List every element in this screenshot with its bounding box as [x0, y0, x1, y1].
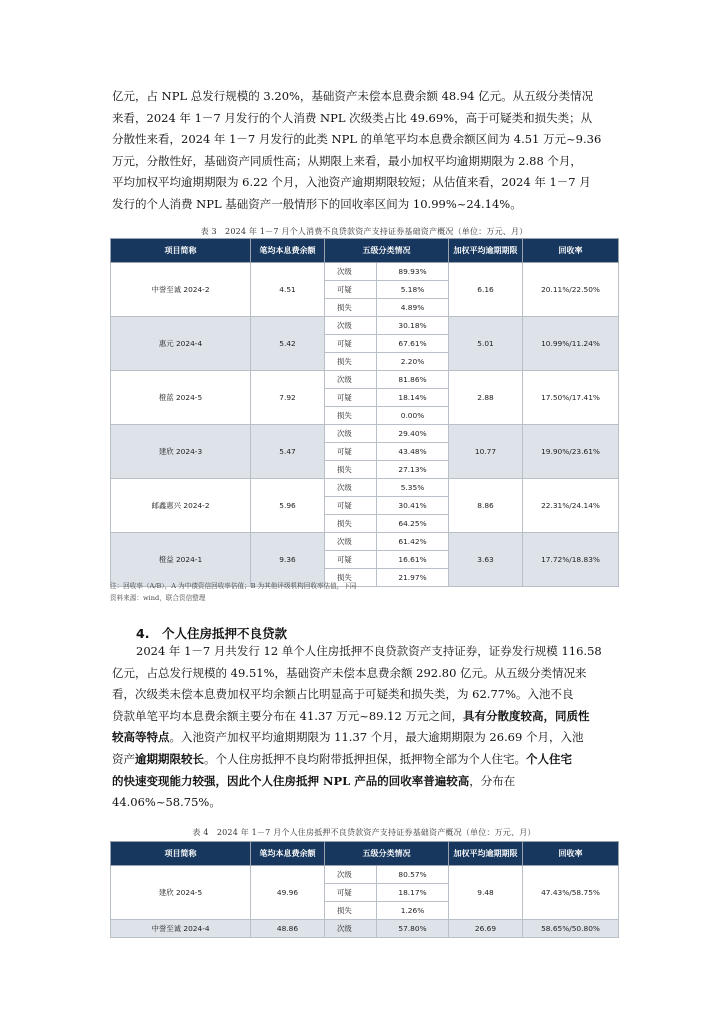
grade-pct: 0.00% — [377, 407, 449, 425]
body-line: 44.06%~58.75%。 — [112, 795, 221, 810]
grade-pct: 30.41% — [377, 497, 449, 515]
body-line: 亿元，占总发行规模的 49.51%，基础资产未偿本息费余额 292.80 亿元。从五级分类情况来 — [112, 665, 587, 680]
recovery-rate: 20.11%/22.50% — [523, 263, 619, 317]
project-name: 橙蓝 2024-5 — [111, 371, 251, 425]
intro-line: 万元，分散性好，基础资产同质性高；从期限上来看，最小加权平均逾期期限为 2.88 个月， — [112, 153, 582, 168]
intro-line: 发行的个人消费 NPL 基础资产一般情形下的回收率区间为 10.99%~24.14%。 — [112, 196, 522, 211]
table-row — [111, 371, 619, 389]
body-paragraph — [112, 641, 616, 814]
project-name: 中誉至诚 2024-2 — [111, 263, 251, 317]
overdue-term: 3.63 — [449, 533, 523, 587]
avg-balance: 7.92 — [251, 371, 325, 425]
recovery-rate: 47.43%/58.75% — [523, 866, 619, 920]
grade-class: 次级 — [325, 263, 377, 281]
intro-line: 亿元，占 NPL 总发行规模的 3.20%，基础资产未偿本息费余额 48.94 亿元。从五级分类情况 — [112, 89, 594, 103]
col-header-name: 项目简称 — [111, 239, 251, 263]
grade-class: 可疑 — [325, 551, 377, 569]
overdue-term: 8.86 — [449, 479, 523, 533]
body-emphasis: 的快速变现能力较强，因此个人住房抵押 NPL 产品的回收率普遍较高 — [112, 773, 470, 788]
grade-class: 可疑 — [325, 335, 377, 353]
col-header-grade: 五级分类情况 — [325, 842, 449, 866]
project-name: 建欣 2024-3 — [111, 425, 251, 479]
body-emphasis: 较高等特点 — [112, 730, 170, 745]
overdue-term: 5.01 — [449, 317, 523, 371]
body-line — [112, 727, 616, 749]
project-name: 邮鑫惠兴 2024-2 — [111, 479, 251, 533]
table-row — [111, 425, 619, 443]
grade-pct: 61.42% — [377, 533, 449, 551]
grade-pct: 4.89% — [377, 299, 449, 317]
grade-pct: 27.13% — [377, 461, 449, 479]
col-header-term: 加权平均逾期期限 — [449, 239, 523, 263]
grade-pct: 64.25% — [377, 515, 449, 533]
project-name: 惠元 2024-4 — [111, 317, 251, 371]
avg-balance: 5.42 — [251, 317, 325, 371]
grade-pct: 81.86% — [377, 371, 449, 389]
grade-pct: 67.61% — [377, 335, 449, 353]
grade-class: 损失 — [325, 407, 377, 425]
recovery-rate: 17.50%/17.41% — [523, 371, 619, 425]
grade-class: 可疑 — [325, 389, 377, 407]
grade-class: 损失 — [325, 902, 377, 920]
grade-class: 次级 — [325, 920, 377, 938]
col-header-rate: 回收率 — [523, 842, 619, 866]
body-text: 资产 — [112, 751, 135, 766]
table3-caption: 表 3 2024 年 1－7 月个人消费不良贷款资产支持证券基础资产概况（单位：万元、月） — [200, 227, 528, 236]
grade-pct: 57.80% — [377, 920, 449, 938]
table4 — [110, 841, 619, 938]
table3 — [110, 238, 619, 587]
table3-source: 资料来源：wind，联合资信整理 — [110, 594, 206, 602]
grade-class: 损失 — [325, 515, 377, 533]
grade-class: 次级 — [325, 371, 377, 389]
grade-pct: 5.18% — [377, 281, 449, 299]
recovery-rate: 22.31%/24.14% — [523, 479, 619, 533]
overdue-term: 26.69 — [449, 920, 523, 938]
grade-pct: 43.48% — [377, 443, 449, 461]
recovery-rate: 17.72%/18.83% — [523, 533, 619, 587]
grade-pct: 21.97% — [377, 569, 449, 587]
grade-class: 损失 — [325, 299, 377, 317]
section-heading: 4. 个人住房抵押不良贷款 — [136, 626, 287, 641]
grade-class: 次级 — [325, 479, 377, 497]
avg-balance: 5.96 — [251, 479, 325, 533]
col-header-term: 加权平均逾期期限 — [449, 842, 523, 866]
avg-balance: 9.36 — [251, 533, 325, 587]
grade-pct: 16.61% — [377, 551, 449, 569]
project-name: 橙益 2024-1 — [111, 533, 251, 587]
table3-note: 注：回收率（A/B），A 为中债资信回收率估值；B 为其他评级机构回收率估值，下同 — [110, 582, 357, 590]
grade-pct: 80.57% — [377, 866, 449, 884]
grade-pct: 1.26% — [377, 902, 449, 920]
body-emphasis: 逾期期限较长 — [135, 751, 204, 766]
grade-class: 损失 — [325, 461, 377, 479]
col-header-avg: 笔均本息费余额 — [251, 842, 325, 866]
body-emphasis: 个人住宅 — [526, 751, 572, 766]
body-line — [112, 706, 616, 728]
grade-pct: 2.20% — [377, 353, 449, 371]
grade-class: 损失 — [325, 569, 377, 587]
table-row — [111, 479, 619, 497]
grade-class: 可疑 — [325, 281, 377, 299]
table4-caption: 表 4 2024 年 1－7 月个人住房抵押不良贷款资产支持证券基础资产概况（单位：万元、月） — [192, 828, 536, 837]
col-header-grade: 五级分类情况 — [325, 239, 449, 263]
body-text: ，分布在 — [469, 773, 516, 788]
grade-class: 可疑 — [325, 884, 377, 902]
avg-balance: 4.51 — [251, 263, 325, 317]
body-emphasis: 具有分散度较高，同质性 — [462, 708, 590, 723]
grade-class: 次级 — [325, 533, 377, 551]
grade-pct: 18.14% — [377, 389, 449, 407]
body-text: 。入池资产加权平均逾期期限为 11.37 个月，最大逾期期限为 26.69 个月，入池 — [169, 730, 584, 745]
intro-line: 平均加权平均逾期期限为 6.22 个月，入池资产逾期期限较短；从估值来看，2024 年 1－7 月 — [112, 175, 591, 190]
overdue-term: 2.88 — [449, 371, 523, 425]
intro-paragraph — [112, 86, 616, 216]
grade-pct: 18.17% — [377, 884, 449, 902]
recovery-rate: 10.99%/11.24% — [523, 317, 619, 371]
project-name: 中誉至诚 2024-4 — [111, 920, 251, 938]
avg-balance: 5.47 — [251, 425, 325, 479]
project-name: 建欣 2024-5 — [111, 866, 251, 920]
overdue-term: 6.16 — [449, 263, 523, 317]
body-text: 。个人住房抵押不良均附带抵押担保，抵押物全部为个人住宅。 — [204, 751, 526, 766]
overdue-term: 9.48 — [449, 866, 523, 920]
body-line: 看，次级类未偿本息费加权平均余额占比明显高于可疑类和损失类，为 62.77%。入池不良 — [112, 687, 574, 702]
table-row — [111, 866, 619, 884]
intro-line: 来看，2024 年 1－7 月发行的个人消费 NPL 次级类占比 49.69%，高于可疑类和损失类；从 — [112, 110, 593, 125]
body-line — [112, 749, 616, 771]
grade-pct: 30.18% — [377, 317, 449, 335]
table-row — [111, 317, 619, 335]
grade-class: 次级 — [325, 317, 377, 335]
table-row — [111, 920, 619, 938]
body-line: 2024 年 1－7 月共发行 12 单个人住房抵押不良贷款资产支持证券，证券发行规模 116.58 — [136, 644, 602, 658]
recovery-rate: 58.65%/50.80% — [523, 920, 619, 938]
grade-pct: 89.93% — [377, 263, 449, 281]
grade-class: 次级 — [325, 425, 377, 443]
recovery-rate: 19.90%/23.61% — [523, 425, 619, 479]
grade-class: 可疑 — [325, 443, 377, 461]
grade-pct: 5.35% — [377, 479, 449, 497]
intro-line: 分散性来看，2024 年 1－7 月发行的此类 NPL 的单笔平均本息费余额区间为 4.51 万元~9.36 — [112, 132, 602, 147]
grade-pct: 29.40% — [377, 425, 449, 443]
grade-class: 可疑 — [325, 497, 377, 515]
grade-class: 损失 — [325, 353, 377, 371]
overdue-term: 10.77 — [449, 425, 523, 479]
body-line — [112, 771, 616, 793]
table4-header-row — [111, 842, 619, 866]
col-header-name: 项目简称 — [111, 842, 251, 866]
col-header-avg: 笔均本息费余额 — [251, 239, 325, 263]
avg-balance: 49.96 — [251, 866, 325, 920]
table-row — [111, 533, 619, 551]
avg-balance: 48.86 — [251, 920, 325, 938]
col-header-rate: 回收率 — [523, 239, 619, 263]
table3-header-row — [111, 239, 619, 263]
body-text: 贷款单笔平均本息费余额主要分布在 41.37 万元~89.12 万元之间， — [112, 708, 463, 723]
table-row — [111, 263, 619, 281]
grade-class: 次级 — [325, 866, 377, 884]
